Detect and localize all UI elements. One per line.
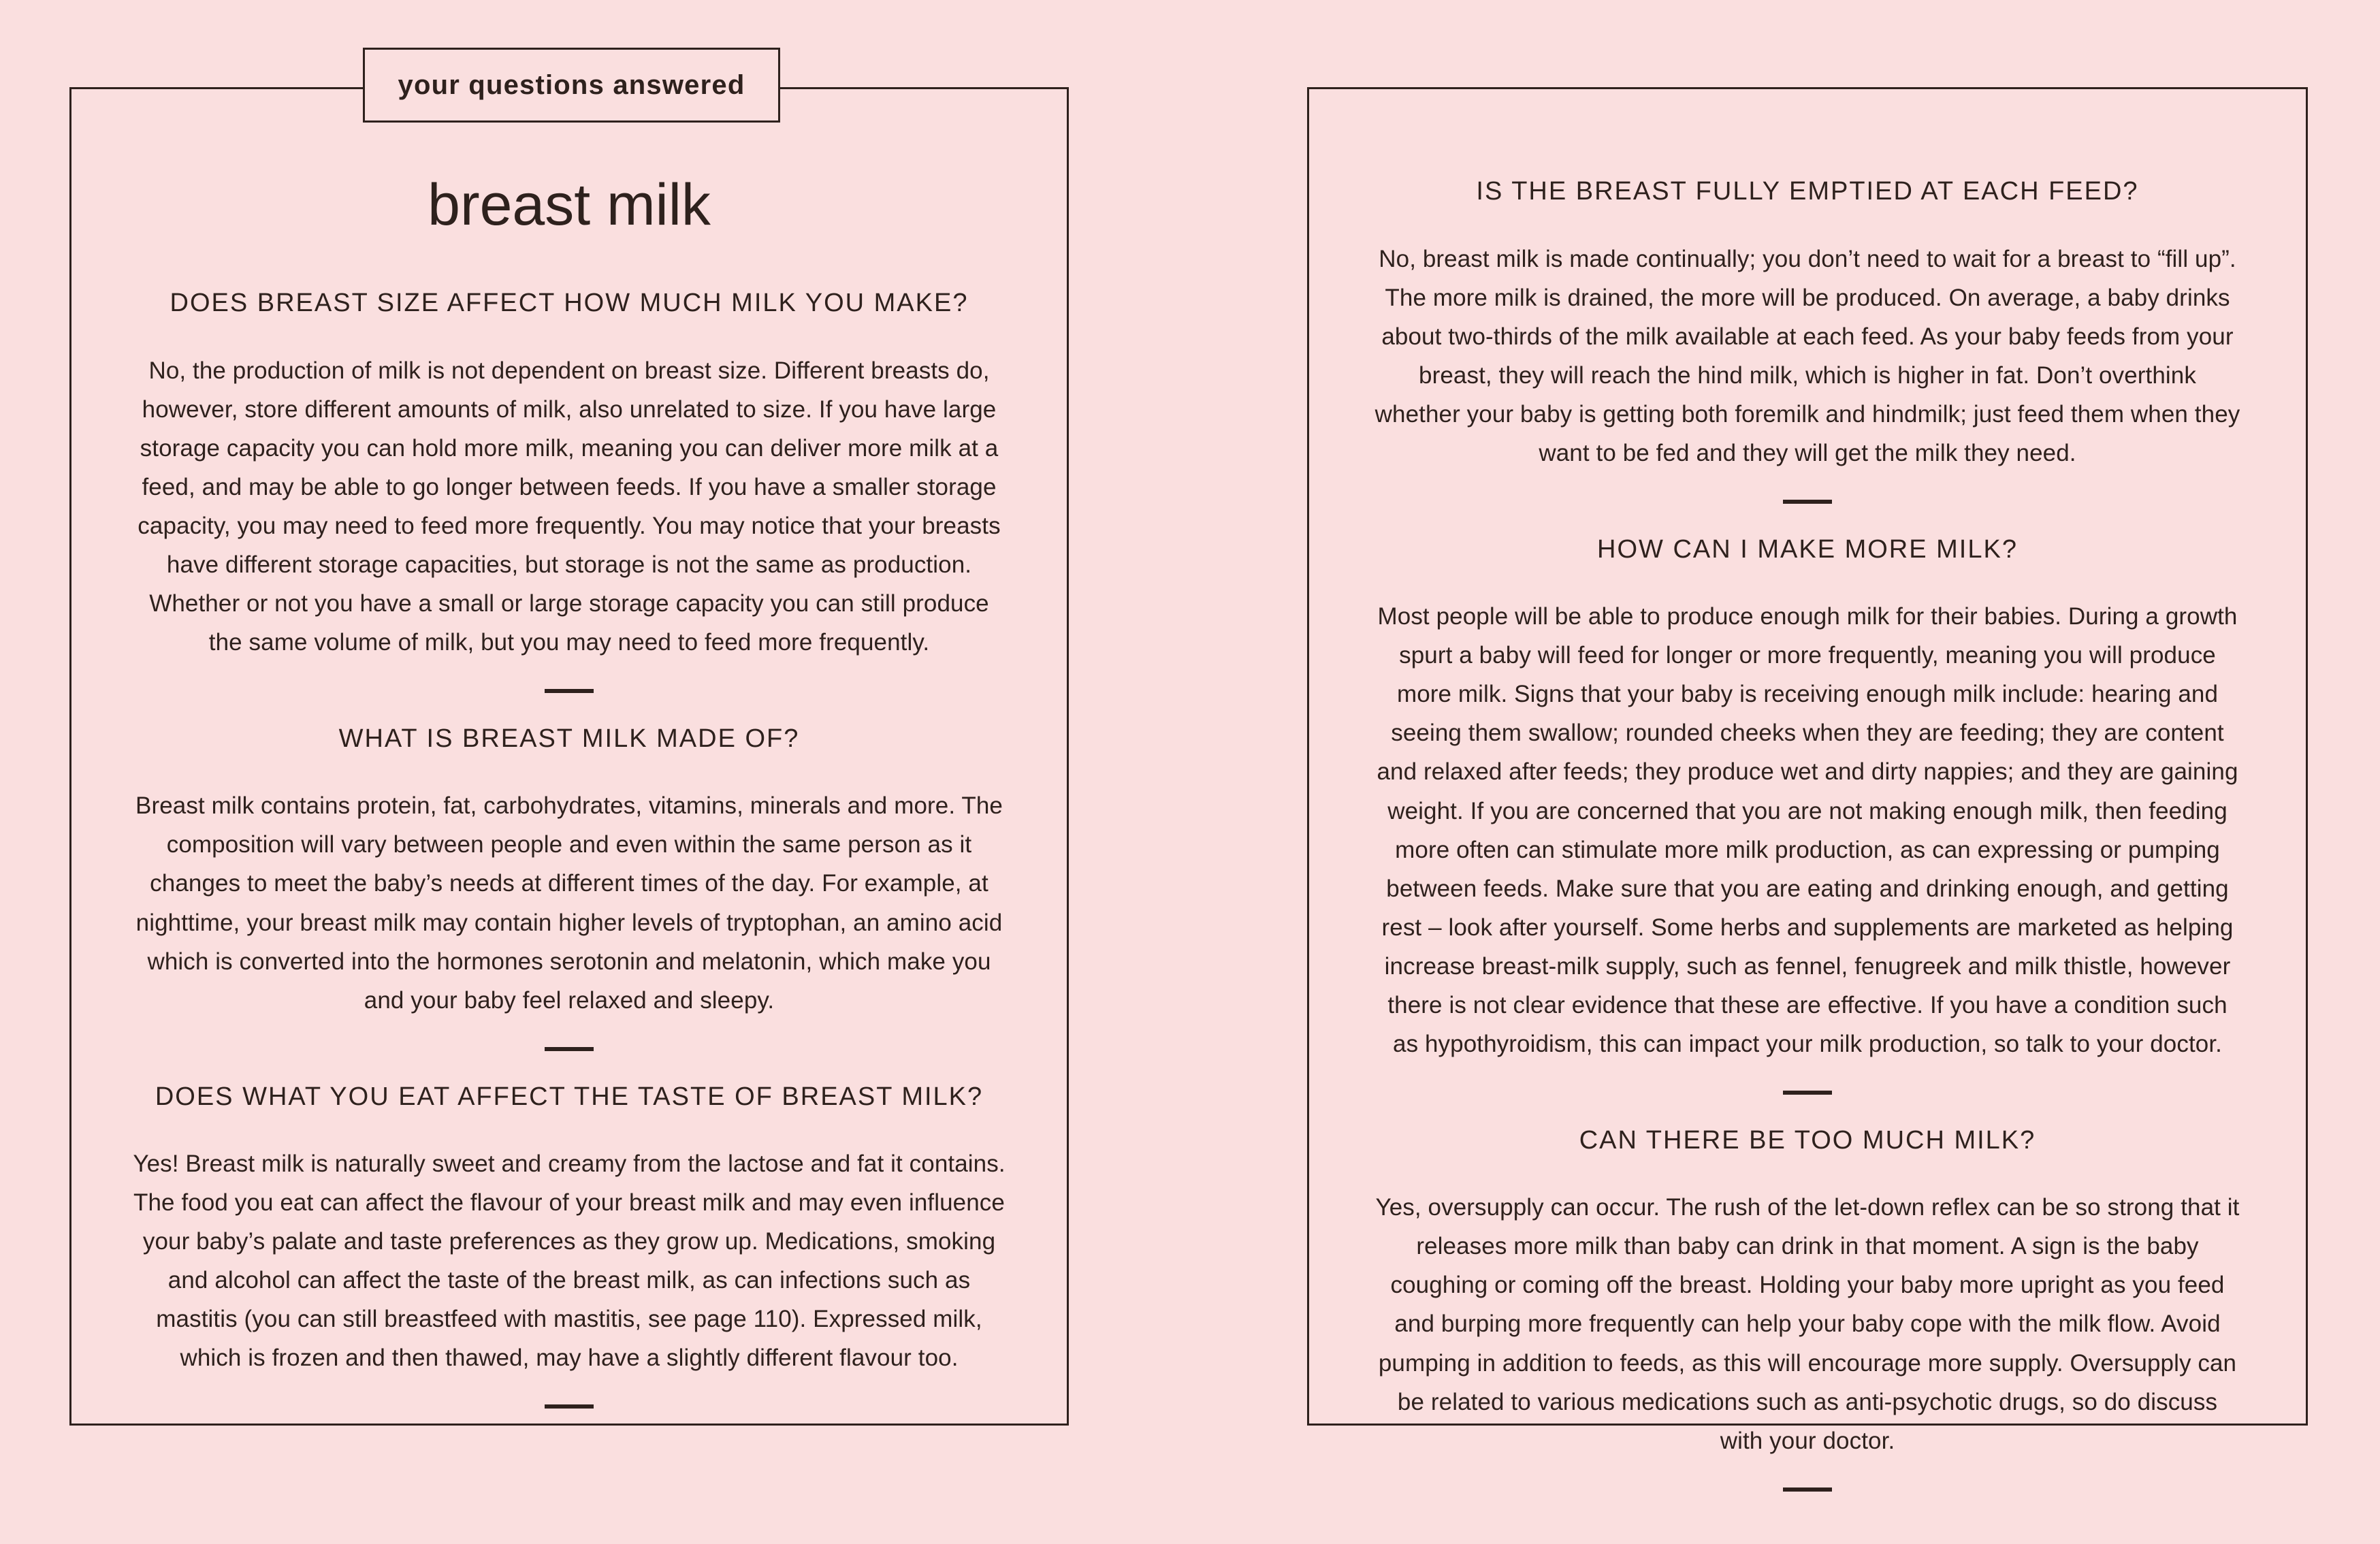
- qa-section-2: [131, 723, 1008, 1020]
- chapter-tab-label: your questions answered: [398, 69, 745, 100]
- question-heading: DOES WHAT YOU EAT AFFECT THE TASTE OF BREAST MILK?: [155, 1082, 984, 1111]
- section-divider: [1783, 500, 1832, 504]
- answer-body: Yes! Breast milk is naturally sweet and creamy from the lactose and fat it contains. The food you eat can affect the flavour of your breast milk and may even influence your baby’s palate and taste preferences as they grow up. Medications, smoking and alcohol can affect the taste of the breast milk, as can infections such as mastitis (you can still breastfeed with mastitis, see page 110). Expressed milk, which is frozen and then thawed, may have a slightly different flavour too.: [133, 1151, 1006, 1372]
- question-heading: WHAT IS BREAST MILK MADE OF?: [338, 724, 800, 753]
- section-divider: [545, 1404, 594, 1409]
- answer-body: No, the production of milk is not dependent on breast size. Different breasts do, however, store different amounts of milk, also unrelated to size. If you have large storage capacity you can hold more milk, meaning you can deliver more milk at a feed, and may be able to go longer between feeds. If you have a smaller storage capacity, you may need to feed more frequently. You may notice that your breasts have different storage capacities, but storage is not the same as production. Whether or not you have a small or large storage capacity you can still produce the same volume of milk, but you may need to feed more frequently.: [138, 357, 1001, 656]
- qa-section-5: [1374, 534, 2241, 1063]
- left-page-content: [69, 87, 1069, 1438]
- qa-section-3: [131, 1081, 1008, 1378]
- section-divider: [1783, 1091, 1832, 1095]
- qa-section-1: [131, 287, 1008, 662]
- question-heading: DOES BREAST SIZE AFFECT HOW MUCH MILK YOU MAKE?: [170, 289, 969, 317]
- question-heading: CAN THERE BE TOO MUCH MILK?: [1579, 1125, 2036, 1155]
- page-title: breast milk: [428, 172, 711, 238]
- answer-body: No, breast milk is made continually; you don’t need to wait for a breast to “fill up”. The more milk is drained, the more will be produced. On average, a baby drinks about two-thirds of the milk available at each feed. As your baby feeds from your breast, they will reach the hind milk, which is higher in fat. Don’t overthink whether your baby is getting both foremilk and hindmilk; just feed them when they want to be fed and they will get the milk they need.: [1374, 245, 2240, 466]
- section-divider: [1783, 1487, 1832, 1492]
- chapter-tab: [363, 48, 780, 123]
- section-divider: [545, 689, 594, 693]
- answer-body: Most people will be able to produce enough milk for their babies. During a growth spurt a baby will feed for longer or more frequently, meaning you will produce more milk. Signs that your baby is receiving enough milk include: hearing and seeing them swallow; rounded cheeks when they are feeding; they are content and relaxed after feeds; they produce wet and dirty nappies; and they are gaining weight. If you are concerned that you are not making enough milk, then feeding more often can stimulate more milk production, as can expressing or pumping between feeds. Make sure that you are eating and drinking enough, and getting rest – look after yourself. Some herbs and supplements are marketed as helping increase breast-milk supply, such as fennel, fenugreek and milk thistle, however there is not clear evidence that these are effective. If you have a condition such as hypothyroidism, this can impact your milk production, so talk to your doctor.: [1377, 603, 2238, 1057]
- section-divider: [545, 1047, 594, 1051]
- question-heading: HOW CAN I MAKE MORE MILK?: [1597, 534, 2018, 564]
- qa-section-4: [1374, 176, 2241, 472]
- answer-body: Yes, oversupply can occur. The rush of the let-down reflex can be so strong that it releases more milk than baby can drink in that moment. A sign is the baby coughing or coming off the breast. Holding your baby more upright as you feed and burping more frequently can help your baby cope with the milk flow. Avoid pumping in addition to feeds, as this will encourage more supply. Oversupply can be related to various medications such as anti-psychotic drugs, so do discuss with your doctor.: [1375, 1194, 2240, 1454]
- question-heading: IS THE BREAST FULLY EMPTIED AT EACH FEED?: [1476, 177, 2139, 206]
- answer-body: Breast milk contains protein, fat, carbohydrates, vitamins, minerals and more. The composition will vary between people and even within the same person as it changes to meet the baby’s needs at different times of the day. For example, at nighttime, your breast milk may contain higher levels of tryptophan, an amino acid which is converted into the hormones serotonin and melatonin, which make you and your baby feel relaxed and sleepy.: [135, 792, 1003, 1014]
- qa-section-6: [1374, 1125, 2241, 1460]
- right-page-content: [1307, 87, 2308, 1522]
